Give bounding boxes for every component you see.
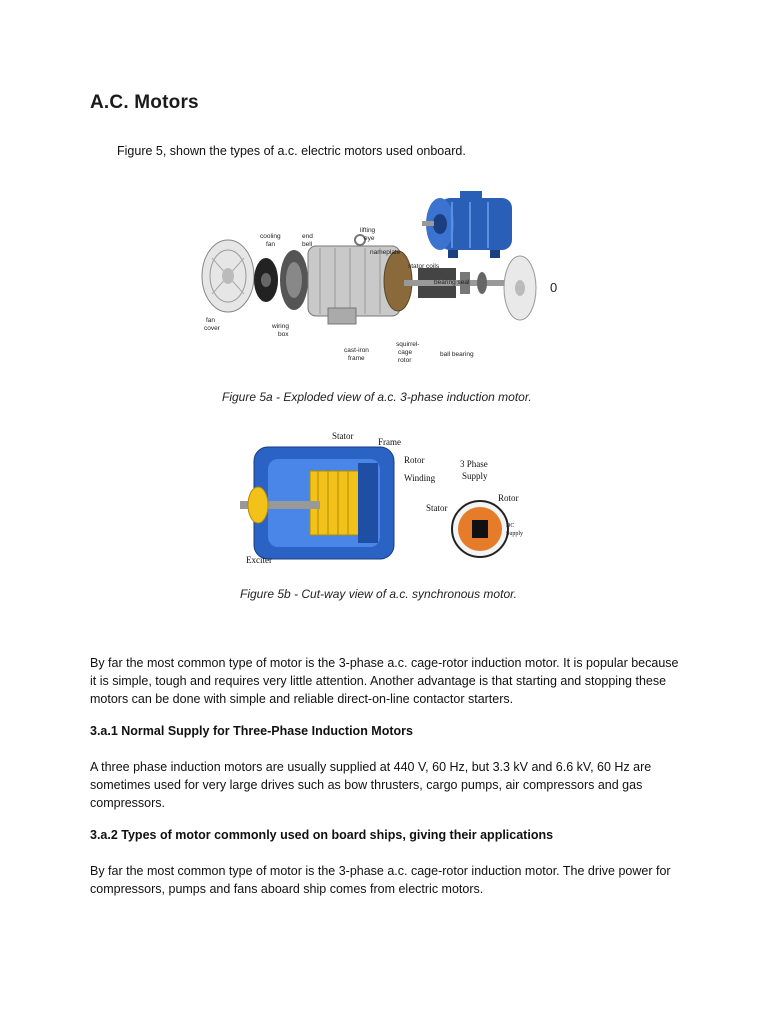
label-stator-top: Stator [332,431,354,441]
intro-text: Figure 5, shown the types of a.c. electric motors used onboard. [117,144,466,158]
label-stator-side: Stator [426,503,448,513]
label-nameplate: nameplate [370,249,401,256]
label-rotor: Rotor [404,455,425,465]
label-end-bell: end [302,233,313,240]
label-cast-iron-frame-2: frame [348,355,365,362]
end-shield-image [504,256,557,320]
label-3-phase: 3 Phase [460,459,488,469]
synchronous-motor-image [240,447,394,559]
label-cooling-fan: cooling [260,233,281,240]
figure-5a-caption: Figure 5a - Exploded view of a.c. 3-phase induction motor. [222,390,532,404]
label-fan-cover: fan [206,317,216,324]
label-ball-bearing: ball bearing [440,351,474,358]
rotor-schematic [452,501,508,557]
page-title: A.C. Motors [90,92,199,113]
label-cooling-fan-2: fan [266,241,276,248]
paragraph-1: By far the most common type of motor is the 3-phase a.c. cage-rotor induction motor. It is popular because it is simple, tough and requires very little attention. Another advantage is that starting and stopping these motors can be done with simple and reliable direct-on-line contactor starters. [90,656,679,706]
label-squirrel-cage-rotor-3: rotor [398,357,412,364]
label-frame: Frame [378,437,401,447]
section-1-title: 3.a.1 Normal Supply for Three-Phase Induction Motors [90,724,413,738]
figure-5a-exploded-motor [190,188,580,368]
label-rotor-right: Rotor [498,493,519,503]
svg-text:0: 0 [550,280,558,295]
label-supply: Supply [462,471,488,481]
label-bearing-seal: bearing seal [434,279,470,286]
label-wiring-box: wiring [272,323,289,330]
label-stator-coils: stator coils [408,263,440,270]
label-squirrel-cage-rotor-2: cage [398,349,413,356]
label-fan-cover-2: cover [204,325,220,332]
label-exciter: Exciter [246,555,272,565]
label-wiring-box-2: box [278,331,289,338]
label-end-bell-2: bell [302,241,313,248]
figure-5b-synchronous-motor [240,425,540,573]
label-squirrel-cage-rotor: squirrel- [396,341,420,348]
label-winding: Winding [404,473,436,483]
fan-cover-image [202,240,254,312]
label-lifting-eye: lifting [360,227,376,234]
label-lifting-eye-2: eye [364,235,375,242]
label-dc-supply: Supply [506,531,524,537]
cooling-fan-image [254,258,278,302]
label-dc: DC [506,523,515,529]
section-2-title: 3.a.2 Types of motor commonly used on board ships, giving their applications [90,828,554,842]
section-2-text: By far the most common type of motor is the 3-phase a.c. cage-rotor induction motor. The drive power for compressors, pumps and fans aboard ship comes from electric motors. [90,864,671,896]
end-bell-image [280,250,308,310]
label-cast-iron-frame: cast-iron [344,347,369,354]
figure-5b-caption: Figure 5b - Cut-way view of a.c. synchronous motor. [240,587,517,601]
section-1-text: A three phase induction motors are usually supplied at 440 V, 60 Hz, but 3.3 kV and 6.6 kV, 60 Hz are sometimes used for very large drives such as bow thrusters, cargo pumps, air compressors and gas compressors. [90,760,652,810]
blue-motor-image [422,191,512,258]
